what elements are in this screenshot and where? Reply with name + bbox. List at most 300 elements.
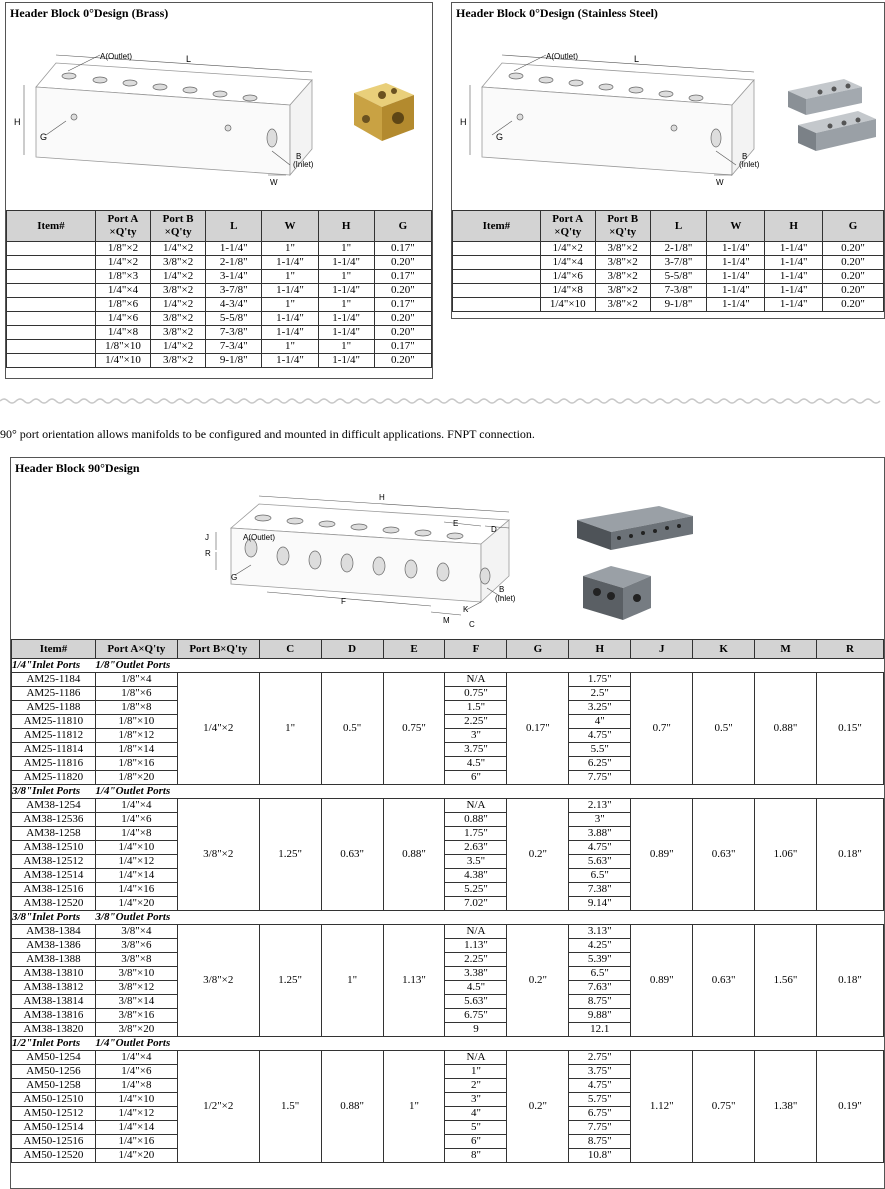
brass-cell: 1-1/4" [318,326,374,340]
item-number: AM38-12516 [12,883,96,897]
brass-cell: 0.20" [374,354,431,368]
port-a-qty: 1/4"×20 [95,897,177,911]
deg90-header-cell: K [693,640,755,659]
steel-cell: 1-1/4" [707,242,765,256]
steel-header-cell: H [765,211,823,242]
deg90-header-cell: Port B×Q'ty [177,640,259,659]
brass-cell [7,242,96,256]
dim-f: N/A [445,1051,507,1065]
deg90-header-cell: H [569,640,631,659]
brass-cell: 1/4"×2 [151,340,206,354]
item-number: AM25-11814 [12,743,96,757]
dim-f: 3.5" [445,855,507,869]
item-number: AM50-12510 [12,1093,96,1107]
deg90-header-row [12,640,884,659]
steel-cell: 2-1/8" [650,242,707,256]
dim-m: 1.56" [755,925,817,1037]
dim-h: 2.13" [569,799,631,813]
brass-label-L: L [186,54,192,64]
dim-h: 3.13" [569,925,631,939]
brass-panel [5,2,433,379]
steel-table-row [453,284,884,298]
dim-h: 3.88" [569,827,631,841]
deg90-table-row [12,799,884,813]
brass-cell: 0.17" [374,340,431,354]
dim-f: 4.5" [445,981,507,995]
dim-h: 9.14" [569,897,631,911]
item-number: AM38-12512 [12,855,96,869]
dim-r: 0.19" [817,1051,884,1163]
item-number: AM38-1388 [12,953,96,967]
brass-cell: 1/8"×6 [95,298,150,312]
brass-cell: 1-1/4" [262,312,318,326]
brass-label-W: W [270,178,278,187]
brass-cell [7,340,96,354]
brass-label-outlet: A(Outlet) [100,52,133,61]
steel-table-row [453,242,884,256]
item-number: AM38-13816 [12,1009,96,1023]
brass-title: Header Block 0°Design (Brass) [10,6,169,20]
brass-cell [7,270,96,284]
item-number: AM38-1258 [12,827,96,841]
deg90-label-E: E [453,519,459,528]
dim-f: 1" [445,1065,507,1079]
brass-cell: 1" [262,270,318,284]
dim-h: 6.75" [569,1107,631,1121]
item-number: AM38-12514 [12,869,96,883]
steel-cell: 9-1/8" [650,298,707,312]
dim-e: 0.88" [383,799,445,911]
steel-cell: 0.20" [823,242,884,256]
dim-f: 0.75" [445,687,507,701]
item-number: AM50-1256 [12,1065,96,1079]
dim-f: 3.75" [445,743,507,757]
dim-h: 10.8" [569,1149,631,1163]
brass-diagram [10,25,430,215]
brass-cell [7,312,96,326]
group-subheader-row [12,911,884,925]
dim-h: 4.75" [569,729,631,743]
steel-table-row [453,298,884,312]
item-number: AM38-1254 [12,799,96,813]
port-a-qty: 1/4"×12 [95,1107,177,1121]
deg90-table [11,639,884,1163]
group-subheader-row [12,659,884,673]
item-number: AM50-1258 [12,1079,96,1093]
brass-header-cell: Item# [7,211,96,242]
item-number: AM50-12512 [12,1107,96,1121]
brass-cell: 1" [318,298,374,312]
steel-cell: 1/4"×6 [540,270,595,284]
brass-cell: 4-3/4" [206,298,262,312]
group-subheader-row [12,1037,884,1051]
dim-portb: 1/4"×2 [177,673,259,785]
steel-cell: 0.20" [823,284,884,298]
dim-h: 4.25" [569,939,631,953]
dim-f: 6" [445,771,507,785]
brass-cell: 3/8"×2 [151,354,206,368]
deg90-header-cell: C [259,640,321,659]
brass-cell [7,298,96,312]
brass-header-cell: Port B ×Q'ty [151,211,206,242]
dim-h: 4.75" [569,841,631,855]
wavy-separator [0,397,885,405]
dim-h: 3.75" [569,1065,631,1079]
dim-f: 2" [445,1079,507,1093]
port-a-qty: 3/8"×8 [95,953,177,967]
item-number: AM25-1186 [12,687,96,701]
port-a-qty: 1/4"×14 [95,1121,177,1135]
dim-h: 9.88" [569,1009,631,1023]
item-number: AM25-11820 [12,771,96,785]
deg90-label-R: R [205,549,211,558]
port-a-qty: 3/8"×10 [95,967,177,981]
steel-header-cell: W [707,211,765,242]
dim-m: 1.38" [755,1051,817,1163]
brass-table-row [7,242,432,256]
inlet-ports-label: 3/8"Inlet Ports [12,785,96,799]
steel-cell [453,284,541,298]
brass-label-inlet: (Inlet) [293,160,314,169]
brass-table [6,210,432,368]
steel-cell [453,242,541,256]
dim-f: 1.75" [445,827,507,841]
item-number: AM38-13814 [12,995,96,1009]
dim-f: 5.63" [445,995,507,1009]
outlet-ports-label: 3/8"Outlet Ports [95,911,883,925]
steel-cell: 1-1/4" [765,256,823,270]
steel-header-cell: L [650,211,707,242]
dim-f: N/A [445,673,507,687]
dim-f: 7.02" [445,897,507,911]
brass-cell: 1-1/4" [262,354,318,368]
brass-label-H: H [14,117,21,127]
dim-portb: 3/8"×2 [177,799,259,911]
steel-label-B: B [742,152,748,161]
port-a-qty: 1/8"×14 [95,743,177,757]
item-number: AM50-12520 [12,1149,96,1163]
brass-cell: 0.17" [374,270,431,284]
brass-cell: 1/4"×2 [151,270,206,284]
dim-f: 6.75" [445,1009,507,1023]
brass-cell: 1/8"×3 [95,270,150,284]
brass-table-row [7,340,432,354]
aluminum-block-photo [577,506,693,620]
dim-m: 0.88" [755,673,817,785]
dim-h: 5.75" [569,1093,631,1107]
dim-e: 1.13" [383,925,445,1037]
dim-h: 8.75" [569,1135,631,1149]
brass-cell [7,284,96,298]
deg90-header-cell: E [383,640,445,659]
steel-label-G: G [496,132,504,142]
port-a-qty: 1/4"×16 [95,883,177,897]
port-a-qty: 1/4"×12 [95,855,177,869]
steel-cell: 0.20" [823,256,884,270]
item-number: AM38-12520 [12,897,96,911]
steel-cell: 1-1/4" [707,270,765,284]
brass-cell: 0.20" [374,326,431,340]
dim-h: 8.75" [569,995,631,1009]
brass-header-row [7,211,432,242]
port-a-qty: 3/8"×6 [95,939,177,953]
outlet-ports-label: 1/4"Outlet Ports [95,785,883,799]
brass-cell: 1/4"×2 [151,242,206,256]
dim-h: 5.39" [569,953,631,967]
dim-f: 5.25" [445,883,507,897]
steel-header-cell: Port B ×Q'ty [595,211,650,242]
dim-h: 3" [569,813,631,827]
port-a-qty: 1/4"×10 [95,841,177,855]
deg90-label-J: J [205,533,209,542]
port-a-qty: 1/4"×8 [95,1079,177,1093]
steel-cell: 1-1/4" [765,298,823,312]
port-a-qty: 3/8"×4 [95,925,177,939]
steel-cell: 1-1/4" [765,270,823,284]
dim-g: 0.17" [507,673,569,785]
item-number: AM25-11810 [12,715,96,729]
item-number: AM38-13810 [12,967,96,981]
brass-cell: 3/8"×2 [151,326,206,340]
steel-cell: 1-1/4" [765,242,823,256]
deg90-label-D: D [491,525,497,534]
dim-k: 0.63" [693,799,755,911]
steel-block-photo [788,79,876,151]
brass-cell: 1" [262,298,318,312]
brass-cell: 1" [262,242,318,256]
steel-label-W: W [716,178,724,187]
steel-cell: 3/8"×2 [595,256,650,270]
steel-label-L: L [634,54,640,64]
deg90-header-cell: D [321,640,383,659]
dim-h: 7.38" [569,883,631,897]
steel-header-cell: Item# [453,211,541,242]
brass-table-row [7,270,432,284]
brass-cell: 7-3/8" [206,326,262,340]
steel-cell: 1-1/4" [707,284,765,298]
steel-cell: 3/8"×2 [595,242,650,256]
brass-cell: 1" [262,340,318,354]
brass-cell: 3-7/8" [206,284,262,298]
brass-table-row [7,326,432,340]
brass-cell: 0.20" [374,312,431,326]
steel-cell: 0.20" [823,270,884,284]
port-a-qty: 1/8"×10 [95,715,177,729]
dim-e: 1" [383,1051,445,1163]
item-number: AM25-1184 [12,673,96,687]
deg90-header-cell: F [445,640,507,659]
steel-label-outlet: A(Outlet) [546,52,579,61]
steel-cell: 3/8"×2 [595,298,650,312]
dim-f: 5" [445,1121,507,1135]
steel-label-inlet: (Inlet) [739,160,760,169]
deg90-label-inlet: (Inlet) [495,594,516,603]
dim-j: 1.12" [631,1051,693,1163]
port-a-qty: 3/8"×16 [95,1009,177,1023]
dim-h: 2.75" [569,1051,631,1065]
brass-cell: 1-1/4" [318,284,374,298]
dim-k: 0.63" [693,925,755,1037]
outlet-ports-label: 1/8"Outlet Ports [95,659,883,673]
dim-h: 4" [569,715,631,729]
item-number: AM25-1188 [12,701,96,715]
dim-h: 1.75" [569,673,631,687]
brass-cell: 1" [318,242,374,256]
brass-cell: 2-1/8" [206,256,262,270]
brass-cell: 1/8"×2 [95,242,150,256]
brass-header-cell: H [318,211,374,242]
inlet-ports-label: 1/2"Inlet Ports [12,1037,96,1051]
port-a-qty: 1/8"×6 [95,687,177,701]
port-a-qty: 1/4"×8 [95,827,177,841]
brass-cell: 0.17" [374,242,431,256]
brass-header-cell: W [262,211,318,242]
port-a-qty: 3/8"×12 [95,981,177,995]
deg90-title: Header Block 90°Design [15,461,140,475]
brass-cell: 1-1/4" [262,326,318,340]
group-subheader-row [12,785,884,799]
item-number: AM38-12536 [12,813,96,827]
brass-label-G: G [40,132,48,142]
dim-c: 1.5" [259,1051,321,1163]
dim-g: 0.2" [507,799,569,911]
dim-f: N/A [445,925,507,939]
steel-cell: 1/4"×8 [540,284,595,298]
inlet-ports-label: 3/8"Inlet Ports [12,911,96,925]
dim-h: 12.1 [569,1023,631,1037]
dim-portb: 1/2"×2 [177,1051,259,1163]
dim-h: 6.25" [569,757,631,771]
dim-m: 1.06" [755,799,817,911]
item-number: AM38-1384 [12,925,96,939]
deg90-label-M: M [443,616,450,625]
brass-cell: 1/4"×4 [95,284,150,298]
inlet-ports-label: 1/4"Inlet Ports [12,659,96,673]
deg90-label-F: F [341,597,346,606]
outlet-ports-label: 1/4"Outlet Ports [95,1037,883,1051]
dim-f: 2.63" [445,841,507,855]
steel-cell: 7-3/8" [650,284,707,298]
dim-f: 3" [445,729,507,743]
dim-h: 2.5" [569,687,631,701]
deg90-header-cell: J [631,640,693,659]
brass-cell: 1/4"×6 [95,312,150,326]
steel-label-H: H [460,117,467,127]
steel-cell: 5-5/8" [650,270,707,284]
dim-h: 7.63" [569,981,631,995]
dim-f: 1.13" [445,939,507,953]
steel-cell [453,298,541,312]
brass-table-row [7,354,432,368]
brass-cell: 1/4"×2 [151,298,206,312]
dim-f: N/A [445,799,507,813]
dim-g: 0.2" [507,925,569,1037]
dim-h: 7.75" [569,1121,631,1135]
brass-cell: 1/8"×10 [95,340,150,354]
steel-cell [453,256,541,270]
dim-e: 0.75" [383,673,445,785]
dim-f: 3" [445,1093,507,1107]
brass-cell: 0.17" [374,298,431,312]
description-note: 90° port orientation allows manifolds to be configured and mounted in difficult applications. FNPT connection. [0,427,535,441]
port-a-qty: 1/8"×4 [95,673,177,687]
dim-j: 0.7" [631,673,693,785]
dim-f: 4.38" [445,869,507,883]
brass-cell: 5-5/8" [206,312,262,326]
dim-f: 3.38" [445,967,507,981]
dim-h: 7.75" [569,771,631,785]
item-number: AM38-12510 [12,841,96,855]
brass-table-row [7,312,432,326]
deg90-label-C: C [469,620,475,629]
brass-label-B: B [296,152,302,161]
port-a-qty: 1/4"×4 [95,1051,177,1065]
brass-cell: 7-3/4" [206,340,262,354]
brass-cell: 1-1/4" [262,256,318,270]
port-a-qty: 3/8"×14 [95,995,177,1009]
port-a-qty: 1/8"×12 [95,729,177,743]
brass-cell: 0.20" [374,256,431,270]
port-a-qty: 1/8"×16 [95,757,177,771]
dim-j: 0.89" [631,799,693,911]
dim-k: 0.5" [693,673,755,785]
brass-cell: 9-1/8" [206,354,262,368]
item-number: AM50-1254 [12,1051,96,1065]
deg90-header-cell: Port A×Q'ty [95,640,177,659]
dim-c: 1.25" [259,799,321,911]
steel-table-row [453,256,884,270]
dim-f: 4.5" [445,757,507,771]
steel-cell: 3/8"×2 [595,284,650,298]
dim-d: 0.5" [321,673,383,785]
brass-cell: 1" [318,270,374,284]
brass-cell: 1/4"×10 [95,354,150,368]
item-number: AM38-13812 [12,981,96,995]
brass-cell: 3/8"×2 [151,284,206,298]
deg90-diagram [11,480,871,650]
brass-cell: 1-1/4" [262,284,318,298]
brass-table-row [7,298,432,312]
brass-table-row [7,256,432,270]
brass-table-row [7,284,432,298]
item-number: AM38-13820 [12,1023,96,1037]
dim-h: 4.75" [569,1079,631,1093]
item-number: AM50-12516 [12,1135,96,1149]
port-a-qty: 1/8"×8 [95,701,177,715]
port-a-qty: 1/4"×20 [95,1149,177,1163]
dim-f: 8" [445,1149,507,1163]
steel-diagram [452,25,882,215]
deg90-label-G: G [231,573,238,582]
steel-header-cell: G [823,211,884,242]
dim-r: 0.18" [817,799,884,911]
dim-j: 0.89" [631,925,693,1037]
dim-r: 0.15" [817,673,884,785]
deg90-header-cell: G [507,640,569,659]
brass-cell [7,354,96,368]
steel-title: Header Block 0°Design (Stainless Steel) [456,6,658,20]
deg90-table-row [12,673,884,687]
dim-h: 5.63" [569,855,631,869]
dim-h: 6.5" [569,967,631,981]
dim-h: 5.5" [569,743,631,757]
brass-cell: 1-1/4" [206,242,262,256]
dim-f: 6" [445,1135,507,1149]
brass-header-cell: L [206,211,262,242]
brass-cell: 1-1/4" [318,354,374,368]
steel-table-row [453,270,884,284]
deg90-label-outlet: A(Outlet) [243,533,276,542]
